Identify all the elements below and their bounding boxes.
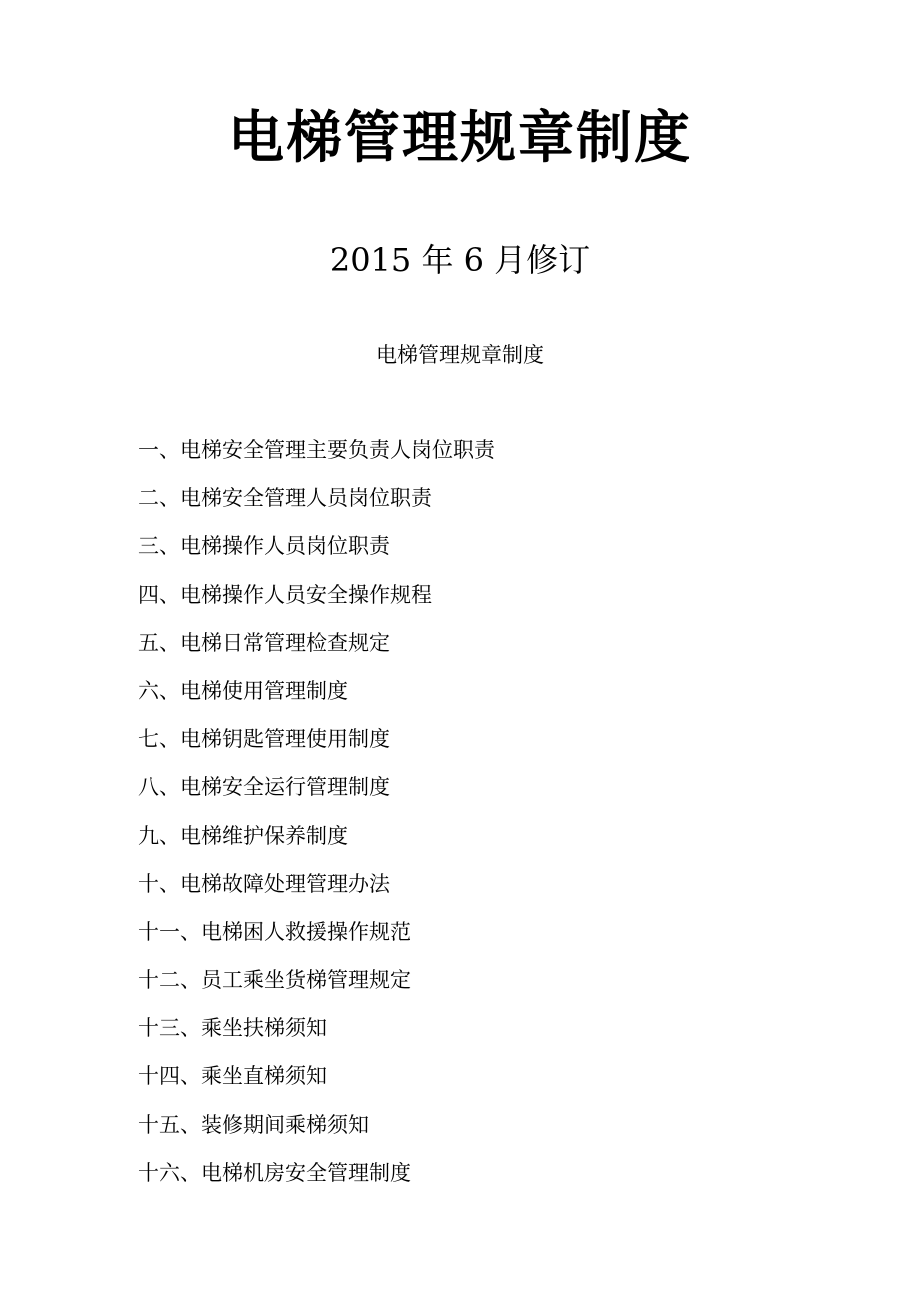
toc-item: 一、电梯安全管理主要负责人岗位职责: [138, 438, 495, 462]
section-subtitle: 电梯管理规章制度: [376, 343, 544, 367]
toc-item: 九、电梯维护保养制度: [138, 823, 348, 848]
toc-item: 二、电梯安全管理人员岗位职责: [138, 486, 432, 511]
document-title: 电梯管理规章制度: [228, 105, 692, 171]
toc-item: 三、电梯操作人员岗位职责: [138, 534, 390, 559]
toc-item: 十、电梯故障处理管理办法: [138, 871, 390, 896]
toc-item: 十一、电梯困人救援操作规范: [138, 919, 411, 944]
table-of-contents: [138, 434, 838, 1205]
toc-item: 十二、员工乘坐货梯管理规定: [138, 968, 411, 993]
toc-item: 八、电梯安全运行管理制度: [138, 775, 390, 800]
toc-item: 十五、装修期间乘梯须知: [138, 1112, 369, 1137]
toc-item: 十六、电梯机房安全管理制度: [138, 1160, 411, 1185]
toc-item: 七、电梯钥匙管理使用制度: [138, 727, 390, 752]
toc-item: 十四、乘坐直梯须知: [138, 1064, 327, 1089]
toc-item: 四、电梯操作人员安全操作规程: [138, 582, 432, 607]
toc-item: 十三、乘坐扶梯须知: [138, 1016, 327, 1041]
revision-date: 2015 年 6 月修订: [329, 241, 591, 279]
toc-item: 六、电梯使用管理制度: [138, 678, 348, 703]
toc-item: 五、电梯日常管理检查规定: [138, 630, 390, 655]
